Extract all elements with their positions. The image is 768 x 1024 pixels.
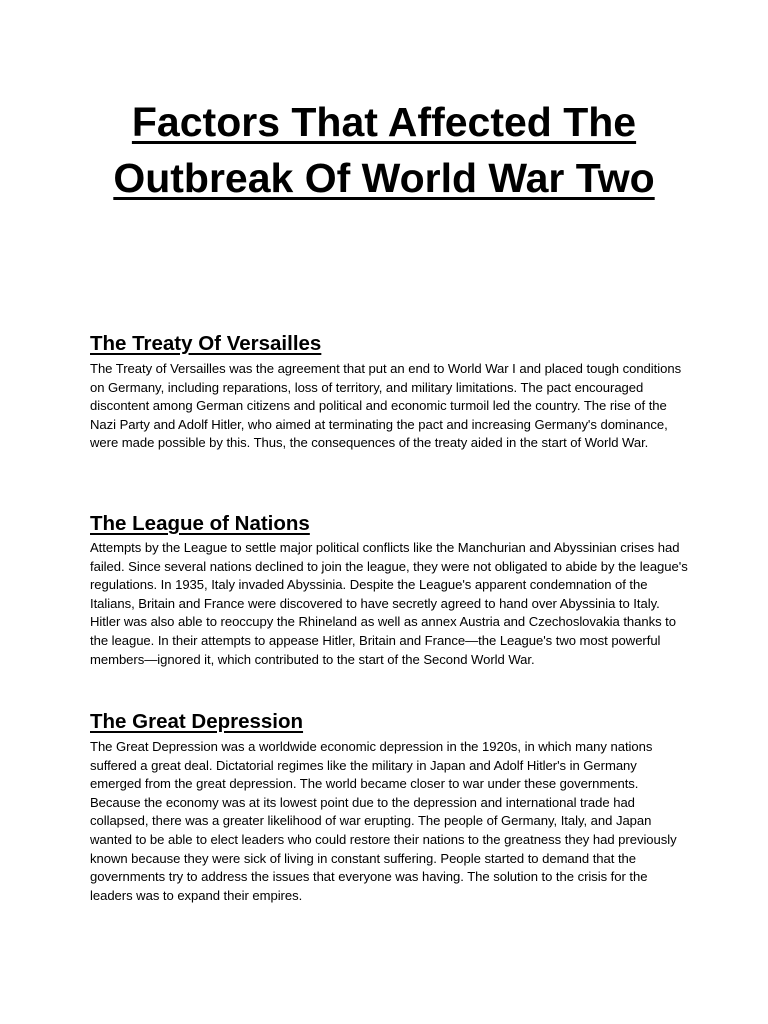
section-heading: The Great Depression	[90, 710, 304, 733]
section-great-depression	[90, 709, 690, 905]
section-heading: The League of Nations	[90, 512, 310, 535]
section-body: Attempts by the League to settle major political conflicts like the Manchurian and Abyssinian crises had failed. Since several nations declined to join the league, they were not obligated to abide by the league's regulations. In 1935, Italy invaded Abyssinia. Despite the League's apparent condemnation of the Italians, Britain and France were discovered to have secretly agreed to hand over Abyssinia to Italy. Hitler was also able to reoccupy the Rhineland as well as annex Austria and Czechoslovakia thanks to the league. In their attempts to appease Hitler, Britain and France—the League's two most powerful members—ignored it, which contributed to the start of the Second World War.	[90, 540, 688, 667]
section-body: The Great Depression was a worldwide economic depression in the 1920s, in which many nations suffered a great deal. Dictatorial regimes like the military in Japan and Adolf Hitler's in Germany emerged from the great depression. The world became closer to war under these governments. Because the economy was at its lowest point due to the depression and international trade had collapsed, there was a greater likelihood of war erupting. The people of Germany, Italy, and Japan wanted to be able to elect leaders who could restore their nations to the greatness they had previously known because they were sick of living in constant suffering. People started to demand that the governments try to address the issues that everyone was having. The solution to the crisis for the leaders was to expand their empires.	[90, 739, 677, 903]
section-body: The Treaty of Versailles was the agreement that put an end to World War I and placed tough conditions on Germany, including reparations, loss of territory, and military limitations. The pact encouraged discontent among German citizens and political and economic turmoil led the country. The rise of the Nazi Party and Adolf Hitler, who aimed at terminating the pact and increasing Germany's dominance, were made possible by this. Thus, the consequences of the treaty aided in the start of World War.	[90, 361, 682, 451]
section-league-of-nations	[90, 511, 690, 669]
section-heading: The Treaty Of Versailles	[90, 332, 322, 355]
document-title: Factors That Affected The Outbreak Of World War Two	[113, 99, 655, 201]
section-treaty-of-versailles	[90, 331, 690, 453]
